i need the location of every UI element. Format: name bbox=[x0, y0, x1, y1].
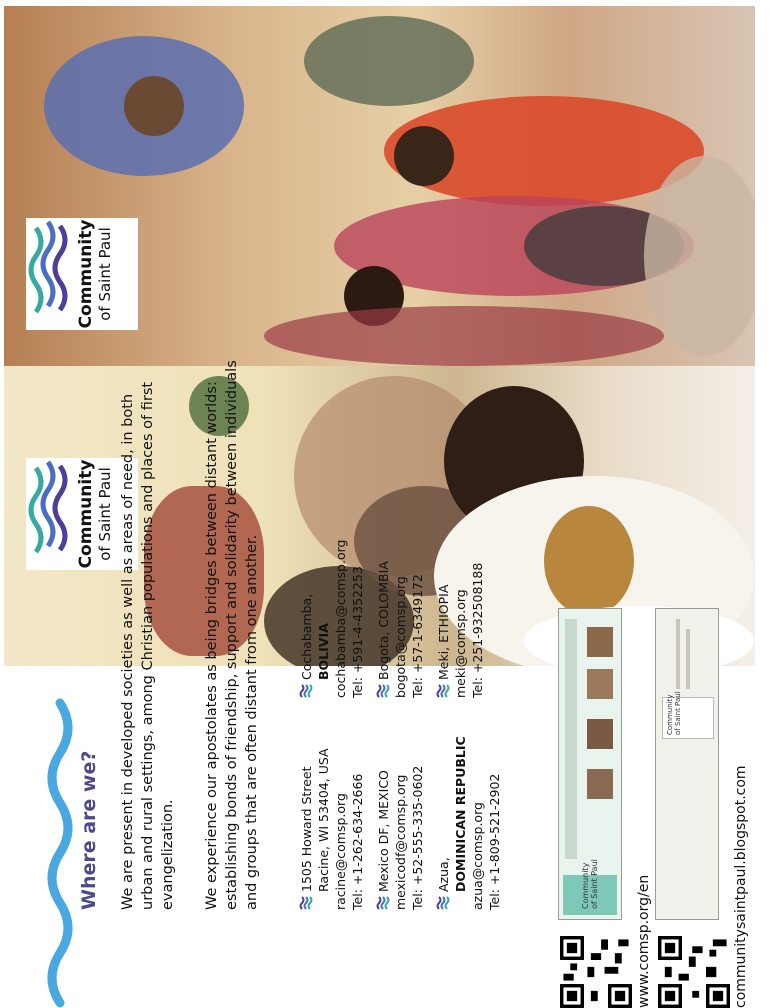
thumb-brand-line2: of Saint Paul bbox=[674, 691, 682, 735]
location-line: Cochabamba, bbox=[299, 593, 314, 680]
brand-line1: Community bbox=[76, 459, 96, 569]
section-title: Where are we? bbox=[78, 750, 100, 910]
location-azua bbox=[435, 710, 503, 910]
location-line: Azua, bbox=[436, 857, 451, 892]
thumb-brand-line1: Community bbox=[666, 694, 674, 735]
location-tel: Tel: +1-809-521-2902 bbox=[487, 773, 502, 910]
location-line: Bogota, COLOMBIA bbox=[376, 561, 391, 680]
blue-wave-icon bbox=[38, 688, 78, 1008]
website-thumbnail bbox=[558, 608, 622, 920]
intro-paragraph: We are present in developed societies as well as areas of need, in both urban and rural settings, among Christian populations and places of first evangelization. bbox=[120, 381, 176, 910]
location-meki bbox=[435, 498, 486, 698]
location-email[interactable]: azua@comsp.org bbox=[470, 802, 485, 910]
qr-code-blog-icon[interactable] bbox=[658, 936, 730, 1008]
where-are-we-panel bbox=[30, 48, 750, 1008]
location-email[interactable]: meki@comsp.org bbox=[453, 589, 468, 698]
qr-code-website-icon[interactable] bbox=[560, 936, 632, 1008]
location-tel: Tel: +57-1-6349172 bbox=[410, 574, 425, 698]
blog-url[interactable]: communitysaintpaul.blogspot.com bbox=[733, 765, 749, 1008]
blog-thumb-brand bbox=[666, 691, 682, 735]
waves-logo-icon bbox=[435, 684, 451, 698]
location-tel: Tel: +591-4-4352253 bbox=[350, 566, 365, 698]
blog-thumbnail bbox=[655, 608, 719, 920]
thumb-brand bbox=[581, 859, 599, 909]
location-line: BOLIVIA bbox=[316, 623, 331, 680]
location-tel: Tel: +251-932508188 bbox=[470, 562, 485, 698]
location-tel: Tel: +1-262-634-2666 bbox=[350, 773, 365, 910]
bridges-paragraph: We experience our apostolates as being bridges between distant worlds: establishing bonds of friendship, support and solidarity between individuals and groups that are often distant from one another. bbox=[204, 360, 260, 910]
waves-logo-icon bbox=[298, 684, 314, 698]
location-line: Meki, ETHIOPIA bbox=[436, 584, 451, 680]
location-line: DOMINICAN REPUBLIC bbox=[453, 736, 468, 892]
location-line: Racine, WI 53404, USA bbox=[316, 748, 331, 892]
brand-line1: Community bbox=[76, 219, 96, 329]
location-email[interactable]: racine@comsp.org bbox=[333, 793, 348, 910]
waves-logo-icon bbox=[375, 896, 391, 910]
thumb-brand-line2: of Saint Paul bbox=[590, 859, 599, 909]
location-racine bbox=[298, 710, 366, 910]
location-tel: Tel: +52-555-335-0602 bbox=[410, 765, 425, 910]
waves-logo-icon bbox=[298, 896, 314, 910]
location-email[interactable]: cochabamba@comsp.org bbox=[333, 539, 348, 698]
brand-line2: of Saint Paul bbox=[96, 467, 114, 561]
thumb-brand-line1: Community bbox=[581, 862, 590, 909]
website-url[interactable]: www.comsp.org/en bbox=[636, 874, 652, 1008]
location-bogota bbox=[375, 498, 426, 698]
location-mexico bbox=[375, 710, 426, 910]
waves-logo-icon bbox=[375, 684, 391, 698]
brand-line2: of Saint Paul bbox=[96, 227, 114, 321]
location-line: Mexico DF, MEXICO bbox=[376, 770, 391, 892]
location-line: 1505 Howard Street bbox=[299, 766, 314, 892]
location-email[interactable]: mexicodf@comsp.org bbox=[393, 774, 408, 910]
location-cochabamba bbox=[298, 498, 366, 698]
location-email[interactable]: bogota@comsp.org bbox=[393, 576, 408, 698]
waves-logo-icon bbox=[435, 896, 451, 910]
